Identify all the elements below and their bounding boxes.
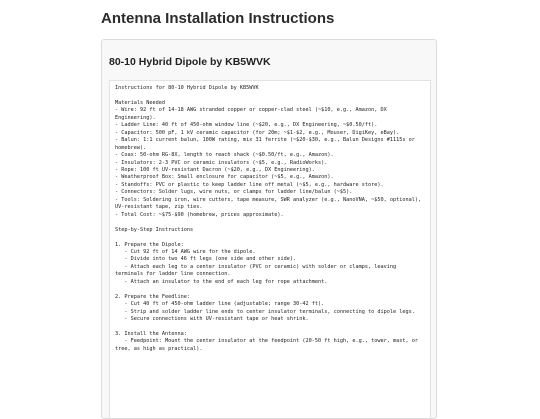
card-title: 80-10 Hybrid Dipole by KB5WVK — [109, 56, 271, 68]
instructions-card — [101, 39, 437, 419]
instructions-box[interactable] — [109, 80, 431, 419]
instructions-text: Instructions for 80-10 Hybrid Dipole by KB5WVK Materials Needed - Wire: 92 ft of 14-18 AWG stranded copper or copper-clad steel (~$10, e.g., Amazon, DX Engineering). - Ladder Line: 40 ft of 450-ohm window line (~$20, e.g., DX Engineering, ~$0.50/ft). - Capacitor: 500 pF, 1 kV ceramic capacitor (for 20m; ~$1-$2, e.g., Mouser, DigiKey, eBay). - Balun: 1:1 current balun, 100W rating, mix 31 ferrite (~$20-$30, e.g., Balun Designs #1115s or homebrew). - Coax: 50-ohm RG-8X, length to reach shack (~$0.50/ft, e.g., Amazon). - Insulators: 2-3 PVC or ceramic insulators (~$5, e.g., RadioWorks). - Rope: 100 ft UV-resistant Dacron (~$20, e.g., DX Engineering). - Weatherproof Box: Small enclosure for capacitor (~$5, e.g., Amazon). - Standoffs: PVC or plastic to keep ladder line off metal (~$5, e.g., hardware store). - Connectors: Solder lugs, wire nuts, or clamps for ladder line/balun (~$5). - Tools: Soldering iron, wire cutters, tape measure, SWR analyzer (e.g., NanoVNA, ~$50, optional), UV-resistant tape, zip ties. - Total Cost: ~$75-$90 (homebrew, prices approximate). Step-by-Step Instructions 1. Prepare the Dipole: - Cut 92 ft of 14 AWG wire for the dipole. - Divide into two 46 ft legs (one side and other side). - Attach each leg to a center insulator (PVC or ceramic) with solder or clamps, leaving terminals for ladder line connection. - Attach an insulator to the end of each leg for rope attachment. 2. Prepare the Feedline: - Cut 40 ft of 450-ohm ladder line (adjustable; range 30-42 ft). - Strip and solder ladder line ends to center insulator terminals, connecting to dipole legs. - Secure connections with UV-resistant tape or heat shrink. 3. Install the Antenna: - Feedpoint: Mount the center insulator at the feedpoint (20-50 ft high, e.g., tower, mast, or tree, as high as practical). — [115, 85, 422, 352]
page-title: Antenna Installation Instructions — [101, 10, 335, 27]
